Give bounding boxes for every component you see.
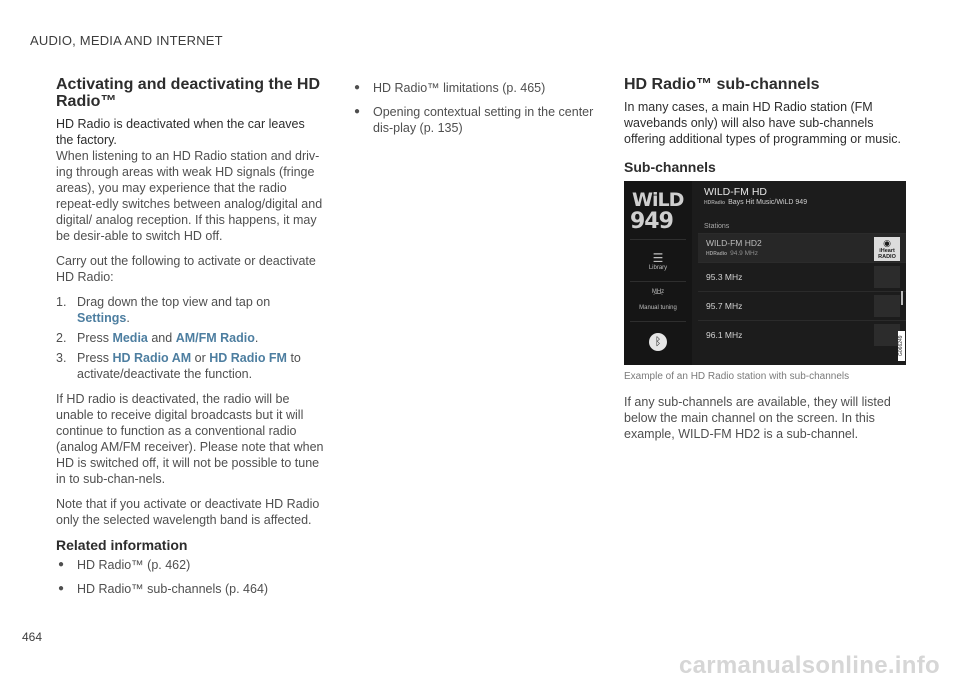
section-heading-activate: Activating and deactivating the HD Radio™: [56, 76, 321, 110]
paragraph-instructions-intro: Carry out the following to activate or deactivate HD Radio:: [56, 254, 316, 284]
watermark: carmanualsonline.info: [678, 652, 940, 679]
step-text-end: .: [254, 331, 259, 345]
station-frequency: 96.1 MHz: [706, 330, 743, 340]
station-frequency: [706, 250, 758, 257]
scrollbar[interactable]: [901, 291, 903, 305]
related-link[interactable]: [56, 581, 324, 597]
bullet-icon: ●: [58, 559, 65, 570]
current-station-title: WILD-FM HD: [704, 186, 767, 198]
lead-paragraph: In many cases, a main HD Radio station (FM wavebands only) will also have sub-channels offering additional types of programming or music.: [624, 100, 901, 146]
station-frequency-text: 94.9 MHz: [730, 250, 758, 257]
station-logo-number: 949: [630, 209, 673, 234]
related-links-list-continued: [352, 80, 608, 136]
station-frequency: 95.3 MHz: [706, 272, 743, 282]
hd-radio-screen-figure: [624, 181, 906, 365]
divider: [630, 281, 686, 282]
figure-code: G066249: [898, 331, 905, 361]
step-text: Drag down the top view and tap on: [77, 295, 271, 309]
ui-term-am-fm-radio: AM/FM Radio: [175, 331, 255, 345]
library-button[interactable]: [624, 251, 692, 271]
station-row[interactable]: [698, 262, 906, 291]
step-1: [56, 294, 324, 326]
library-label: Library: [648, 265, 668, 271]
station-name: WILD-FM HD2: [706, 238, 762, 248]
step-3: [56, 350, 324, 382]
iheart-radio-logo: [874, 237, 900, 261]
step-2: [56, 330, 324, 346]
column-related-continued: [352, 80, 608, 144]
mhz-label: MHz: [651, 289, 665, 295]
related-link[interactable]: [352, 104, 608, 136]
station-logo-text: WiLD: [632, 189, 684, 211]
paragraph-sub-channel-listing: If any sub-channels are available, they will listed below the main channel on the screen. In this example, WILD-FM HD2 is a sub-channel.: [624, 395, 891, 441]
station-row[interactable]: [698, 291, 906, 320]
figure-caption: Example of an HD Radio station with sub-channels: [624, 371, 850, 382]
column-sub-channels: [624, 76, 910, 451]
ui-term-settings: Settings: [77, 311, 127, 325]
station-logo: [630, 189, 684, 235]
hd-radio-logo: HDRadio: [706, 251, 728, 257]
tuning-icon: ⌒: [653, 294, 663, 305]
related-link[interactable]: [56, 557, 324, 573]
bluetooth-button[interactable]: [624, 333, 692, 351]
step-number: 3.: [56, 351, 67, 365]
bullet-icon: ●: [58, 583, 65, 594]
iheart-subtext: RADIO: [878, 254, 896, 260]
divider: [630, 239, 686, 240]
hd-radio-logo: HDRadio: [704, 200, 726, 206]
step-text-end: to activate/deactivate the function.: [77, 351, 301, 381]
paragraph-fringe-areas: When listening to an HD Radio station and driv-ing through areas with weak HD signals (fringe areas), you may experience that the radio repeat-edly switches between analog/digital and digital/ analog reception. If this happens, it may be desir-able to switch HD off.: [56, 149, 323, 243]
related-link-text: HD Radio™ (p. 462): [77, 558, 191, 572]
manual-tuning-button[interactable]: [624, 289, 692, 311]
station-frequency: 95.7 MHz: [706, 301, 743, 311]
related-links-list: [56, 557, 324, 597]
ui-term-hd-radio-am: HD Radio AM: [112, 351, 192, 365]
lead-paragraph: HD Radio is deactivated when the car leaves the factory.: [56, 117, 305, 147]
step-text-mid: or: [191, 351, 210, 365]
divider: [630, 321, 686, 322]
iheart-icon: ◉: [883, 238, 891, 248]
step-number: 1.: [56, 295, 67, 309]
related-link-text: HD Radio™ limitations (p. 465): [373, 81, 546, 95]
step-text-end: .: [126, 311, 130, 325]
bluetooth-icon: ᛒ: [649, 333, 667, 351]
section-heading-sub-channels: HD Radio™ sub-channels: [624, 76, 820, 93]
stations-label: Stations: [704, 223, 730, 230]
current-station-subtitle: [704, 199, 807, 206]
library-icon: ☰: [652, 251, 664, 265]
page-header: AUDIO, MEDIA AND INTERNET: [30, 33, 223, 48]
paragraph-band-note: Note that if you activate or deactivate HD Radio only the selected wavelength band is affected.: [56, 497, 320, 527]
manual-tuning-label: Manual tuning: [639, 305, 677, 311]
related-link-text: Opening contextual setting in the center dis-play (p. 135): [373, 105, 594, 135]
related-link-text: HD Radio™ sub-channels (p. 464): [77, 582, 269, 596]
station-thumbnail: [874, 324, 900, 346]
ui-term-media: Media: [112, 331, 148, 345]
step-text-mid: and: [147, 331, 176, 345]
steps-list: [56, 294, 324, 382]
iheart-text: iHeart: [879, 248, 895, 254]
related-information-heading: Related information: [56, 537, 188, 553]
station-row-sub-channel[interactable]: [698, 233, 906, 262]
column-activate-deactivate: [56, 76, 324, 605]
page-number: 464: [22, 630, 43, 644]
related-link[interactable]: [352, 80, 608, 96]
station-thumbnail: [874, 266, 900, 288]
screen-sidebar: [624, 181, 692, 365]
station-description: Bays Hit Music/WiLD 949: [728, 199, 808, 206]
paragraph-deactivated-effect: If HD radio is deactivated, the radio will be unable to receive digital broadcasts but it will continue to function as a conventional radio (analog AM/FM receiver). Please note that when HD is switched off, it will not be possible to tune in to sub-chan-nels.: [56, 392, 324, 486]
bullet-icon: ●: [354, 82, 361, 93]
step-text: Press: [77, 331, 113, 345]
subheading-sub-channels: Sub-channels: [624, 159, 716, 175]
bullet-icon: ●: [354, 106, 361, 117]
station-thumbnail: [874, 295, 900, 317]
step-number: 2.: [56, 331, 67, 345]
step-text: Press: [77, 351, 113, 365]
station-row[interactable]: [698, 320, 906, 349]
ui-term-hd-radio-fm: HD Radio FM: [209, 351, 287, 365]
